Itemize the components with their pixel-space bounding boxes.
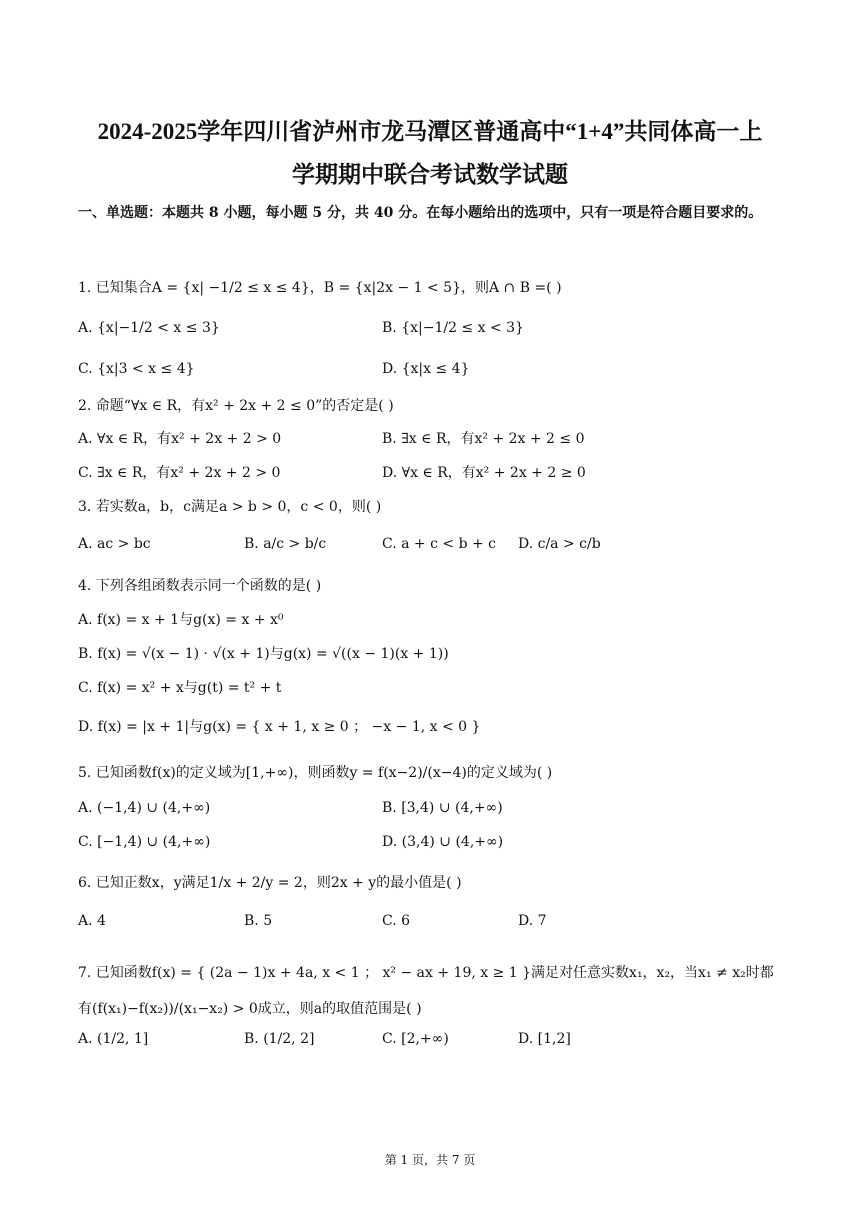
question-1-option-a: A. {x|−1/2 < x ≤ 3} [78,320,220,336]
question-6-option-a: A. 4 [78,913,106,929]
question-3-option-c: C. a + c < b + c [382,536,496,552]
question-1-option-c: C. {x|3 < x ≤ 4} [78,361,195,377]
question-5-option-c: C. [−1,4) ∪ (4,+∞) [78,834,211,850]
question-7-stem: 7. 已知函数f(x) = { (2a − 1)x + 4a, x < 1 ； x² − ax + 19, x ≥ 1 }满足对任意实数x₁，x₂，当x₁ ≠ x₂时都有(f(x₁)−f(x₂))/(x₁−x₂) > 0成立，则a的取值范围是( ) [78,965,774,1017]
question-6-stem: 6. 已知正数x，y满足1/x + 2/y = 2，则2x + y的最小值是( ) [78,875,462,891]
question-6-option-d: D. 7 [518,913,547,929]
question-2-option-a: A. ∀x ∈ R，有x² + 2x + 2 > 0 [78,431,282,447]
question-3-stem: 3. 若实数a，b，c满足a > b > 0，c < 0，则( ) [78,499,382,515]
question-4-stem: 4. 下列各组函数表示同一个函数的是( ) [78,578,322,594]
question-4-option-a: A. f(x) = x + 1与g(x) = x + x⁰ [78,612,284,628]
question-4-option-d: D. f(x) = |x + 1|与g(x) = { x + 1, x ≥ 0 ； −x − 1, x < 0 } [78,719,481,735]
question-4-option-b: B. f(x) = √(x − 1) · √(x + 1)与g(x) = √((x − 1)(x + 1)) [78,646,449,662]
question-5-option-d: D. (3,4) ∪ (4,+∞) [382,834,504,850]
question-7-option-a: A. (1/2, 1] [78,1031,149,1047]
question-7-option-c: C. [2,+∞) [382,1031,449,1047]
question-2-option-d: D. ∀x ∈ R，有x² + 2x + 2 ≥ 0 [382,465,586,481]
question-1-option-b: B. {x|−1/2 ≤ x < 3} [382,320,524,336]
question-5-option-b: B. [3,4) ∪ (4,+∞) [382,800,503,816]
question-2-option-c: C. ∃x ∈ R，有x² + 2x + 2 > 0 [78,465,281,481]
question-2-option-b: B. ∃x ∈ R，有x² + 2x + 2 ≤ 0 [382,431,585,447]
question-6-option-c: C. 6 [382,913,411,929]
title-line-1: 2024-2025学年四川省泸州市龙马潭区普通高中“1+4”共同体高一上 [97,119,763,144]
question-1-option-d: D. {x|x ≤ 4} [382,361,470,377]
title-line-2: 学期期中联合考试数学试题 [292,162,568,187]
question-1-stem: 1. 已知集合A = {x| −1/2 ≤ x ≤ 4}，B = {x|2x − 1 < 5}，则A ∩ B =( ) [78,280,562,296]
page-number: 第 1 页，共 7 页 [384,1153,476,1167]
question-5-option-a: A. (−1,4) ∪ (4,+∞) [78,800,211,816]
question-4-option-c: C. f(x) = x² + x与g(t) = t² + t [78,680,282,696]
question-2-stem: 2. 命题“∀x ∈ R，有x² + 2x + 2 ≤ 0”的否定是( ) [78,398,394,414]
question-6-option-b: B. 5 [244,913,273,929]
section-heading: 一、单选题：本题共 8 小题，每小题 5 分，共 40 分。在每小题给出的选项中，只有一项是符合题目要求的。 [78,205,763,221]
question-3-option-d: D. c/a > c/b [518,536,601,552]
question-3-option-a: A. ac > bc [78,536,151,552]
question-7-option-d: D. [1,2] [518,1031,571,1047]
question-5-stem: 5. 已知函数f(x)的定义域为[1,+∞)，则函数y = f(x−2)/(x−4)的定义域为( ) [78,765,553,781]
question-7-option-b: B. (1/2, 2] [244,1031,315,1047]
question-3-option-b: B. a/c > b/c [244,536,327,552]
